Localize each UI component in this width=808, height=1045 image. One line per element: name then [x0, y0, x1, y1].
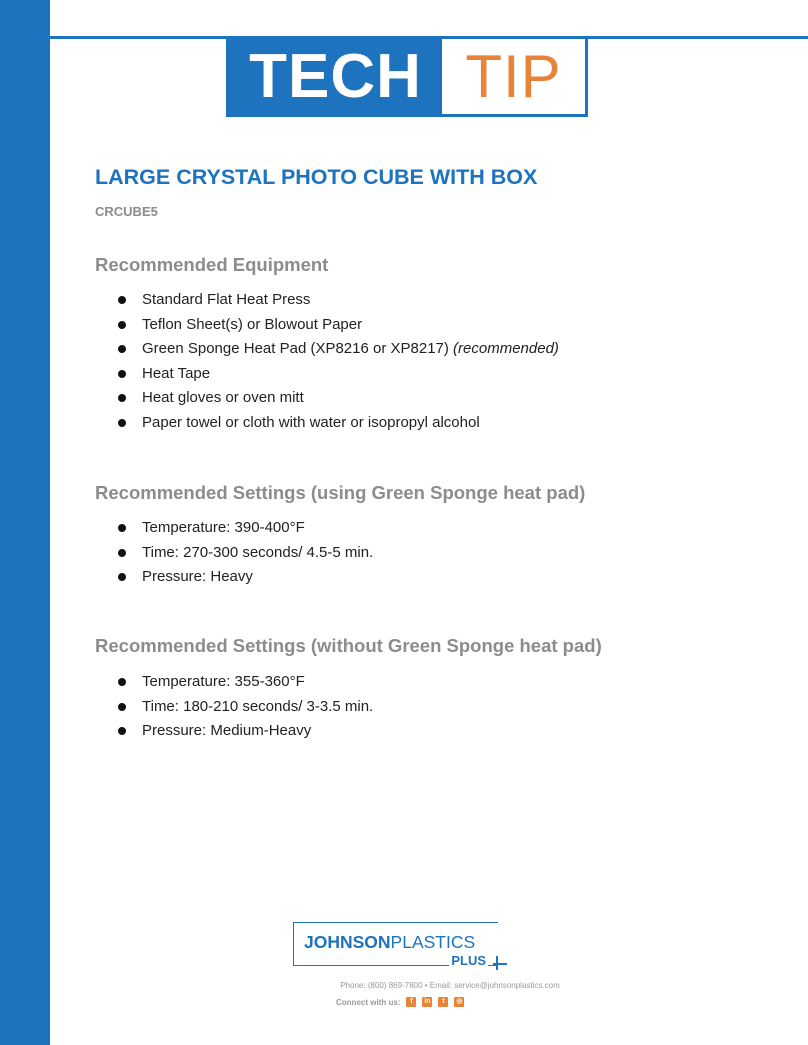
bullet-icon — [118, 345, 126, 353]
logo-johnson: JOHNSON — [304, 932, 391, 952]
bullet-icon — [118, 524, 126, 532]
bullet-icon — [118, 321, 126, 329]
settings-with-pad-heading: Recommended Settings (using Green Sponge heat pad) — [95, 482, 586, 503]
instagram-icon[interactable]: ◎ — [456, 998, 463, 1005]
bullet-icon — [118, 549, 126, 557]
settings-with-pad-list — [118, 516, 373, 590]
bullet-icon — [118, 573, 126, 581]
logo-plus: PLUS — [451, 953, 486, 968]
recommended-note: (recommended) — [453, 340, 559, 358]
facebook-icon[interactable]: f — [406, 997, 416, 1007]
plus-icon-vertical — [496, 956, 498, 970]
linkedin-icon[interactable]: in — [424, 998, 431, 1005]
settings-without-pad-list — [118, 670, 373, 744]
contact-info: Phone: (800) 869-7800 • Email: service@johnsonplastics.com — [340, 981, 560, 990]
equipment-list — [118, 288, 559, 436]
list-item: Paper towel or cloth with water or isopropyl alcohol — [118, 411, 559, 436]
tech-tip-badge — [226, 36, 588, 117]
product-sku: CRCUBE5 — [95, 204, 158, 219]
badge-tech: TECH — [229, 39, 442, 114]
johnson-plastics-logo — [293, 922, 498, 966]
list-item: Heat gloves or oven mitt — [118, 386, 559, 411]
list-item: Temperature: 355-360°F — [118, 670, 373, 695]
list-item: Teflon Sheet(s) or Blowout Paper — [118, 313, 559, 338]
bullet-icon — [118, 703, 126, 711]
list-item: Heat Tape — [118, 362, 559, 387]
list-item: Pressure: Heavy — [118, 565, 373, 590]
bullet-icon — [118, 370, 126, 378]
bullet-icon — [118, 394, 126, 402]
left-accent-bar — [0, 0, 50, 1045]
badge-tip: TIP — [465, 43, 562, 110]
product-title: LARGE CRYSTAL PHOTO CUBE WITH BOX — [95, 165, 538, 189]
bullet-icon — [118, 419, 126, 427]
bullet-icon — [118, 678, 126, 686]
list-item: Green Sponge Heat Pad (XP8216 or XP8217) (recommended) — [118, 337, 559, 362]
social-row — [336, 997, 464, 1007]
logo-plastics: PLASTICS — [390, 932, 476, 952]
list-item: Time: 180-210 seconds/ 3-3.5 min. — [118, 695, 373, 720]
settings-without-pad-heading: Recommended Settings (without Green Sponge heat pad) — [95, 635, 602, 656]
bullet-icon — [118, 296, 126, 304]
list-item: Standard Flat Heat Press — [118, 288, 559, 313]
twitter-icon[interactable]: t — [438, 997, 448, 1007]
list-item: Pressure: Medium-Heavy — [118, 719, 373, 744]
connect-label: Connect with us: — [336, 997, 401, 1007]
equipment-heading: Recommended Equipment — [95, 254, 329, 275]
list-item: Temperature: 390-400°F — [118, 516, 373, 541]
list-item: Time: 270-300 seconds/ 4.5-5 min. — [118, 541, 373, 566]
bullet-icon — [118, 727, 126, 735]
